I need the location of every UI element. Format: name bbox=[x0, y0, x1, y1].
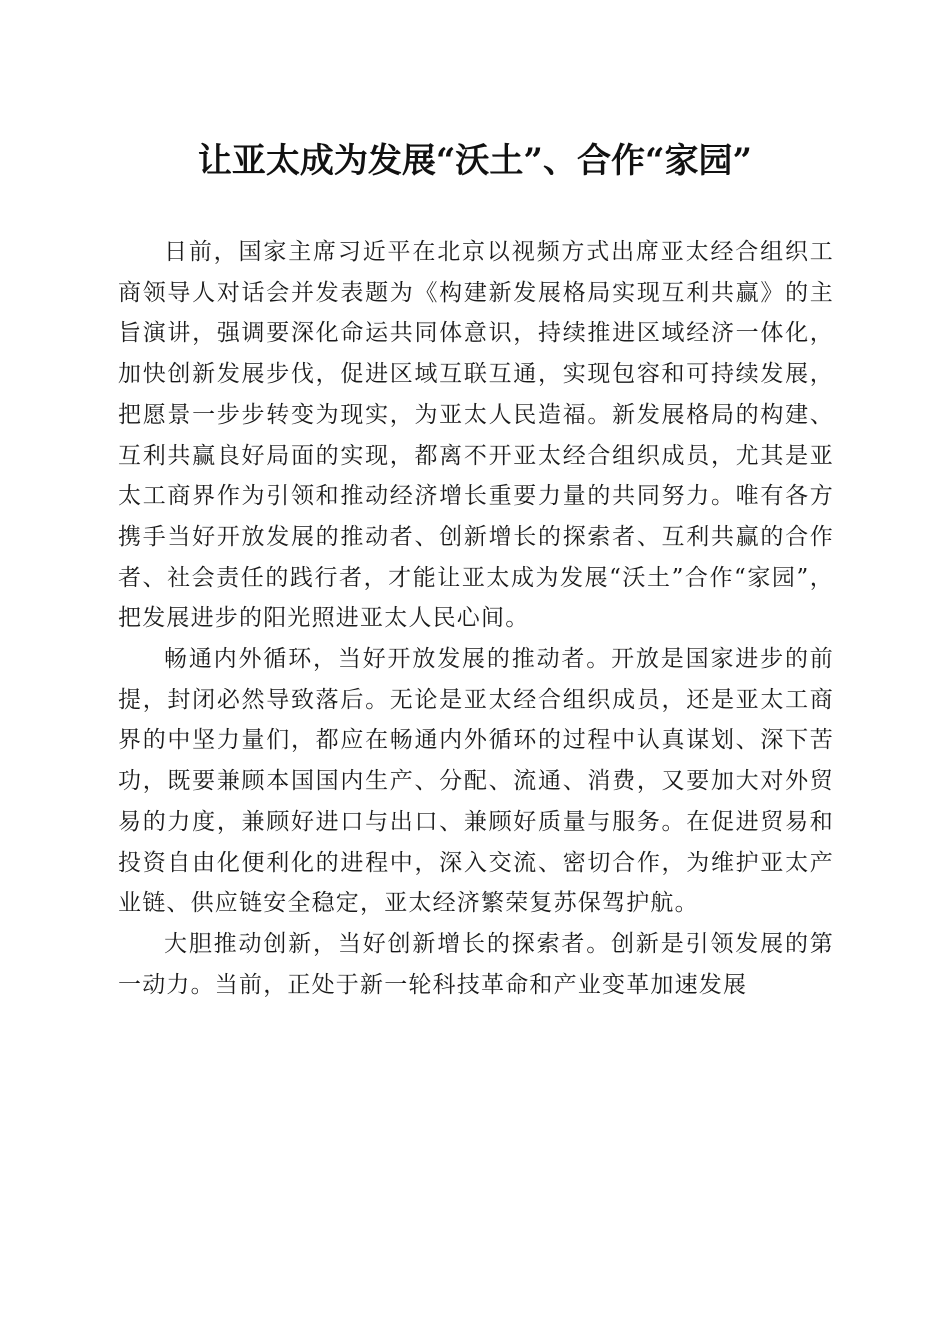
document-body bbox=[118, 232, 834, 1005]
paragraph: 日前，国家主席习近平在北京以视频方式出席亚太经合组织工商领导人对话会并发表题为《构建新发展格局实现互利共赢》的主旨演讲，强调要深化命运共同体意识，持续推进区域经济一体化，加快创新发展步伐，促进区域互联互通，实现包容和可持续发展，把愿景一步步转变为现实，为亚太人民造福。新发展格局的构建、互利共赢良好局面的实现，都离不开亚太经合组织成员，尤其是亚太工商界作为引领和推动经济增长重要力量的共同努力。唯有各方携手当好开放发展的推动者、创新增长的探索者、互利共赢的合作者、社会责任的践行者，才能让亚太成为发展“沃土”合作“家园”，把发展进步的阳光照进亚太人民心间。 bbox=[118, 239, 834, 632]
paragraph: 大胆推动创新，当好创新增长的探索者。创新是引领发展的第一动力。当前，正处于新一轮科技革命和产业变革加速发展 bbox=[118, 930, 834, 998]
paragraph: 畅通内外循环，当好开放发展的推动者。开放是国家进步的前提，封闭必然导致落后。无论是亚太经合组织成员，还是亚太工商界的中坚力量们，都应在畅通内外循环的过程中认真谋划、深下苦功，既要兼顾本国国内生产、分配、流通、消费，又要加大对外贸易的力度，兼顾好进口与出口、兼顾好质量与服务。在促进贸易和投资自由化便利化的进程中，深入交流、密切合作，为维护亚太产业链、供应链安全稳定，亚太经济繁荣复苏保驾护航。 bbox=[118, 646, 834, 917]
document-title: 让亚太成为发展“沃土”、合作“家园” bbox=[197, 141, 753, 181]
